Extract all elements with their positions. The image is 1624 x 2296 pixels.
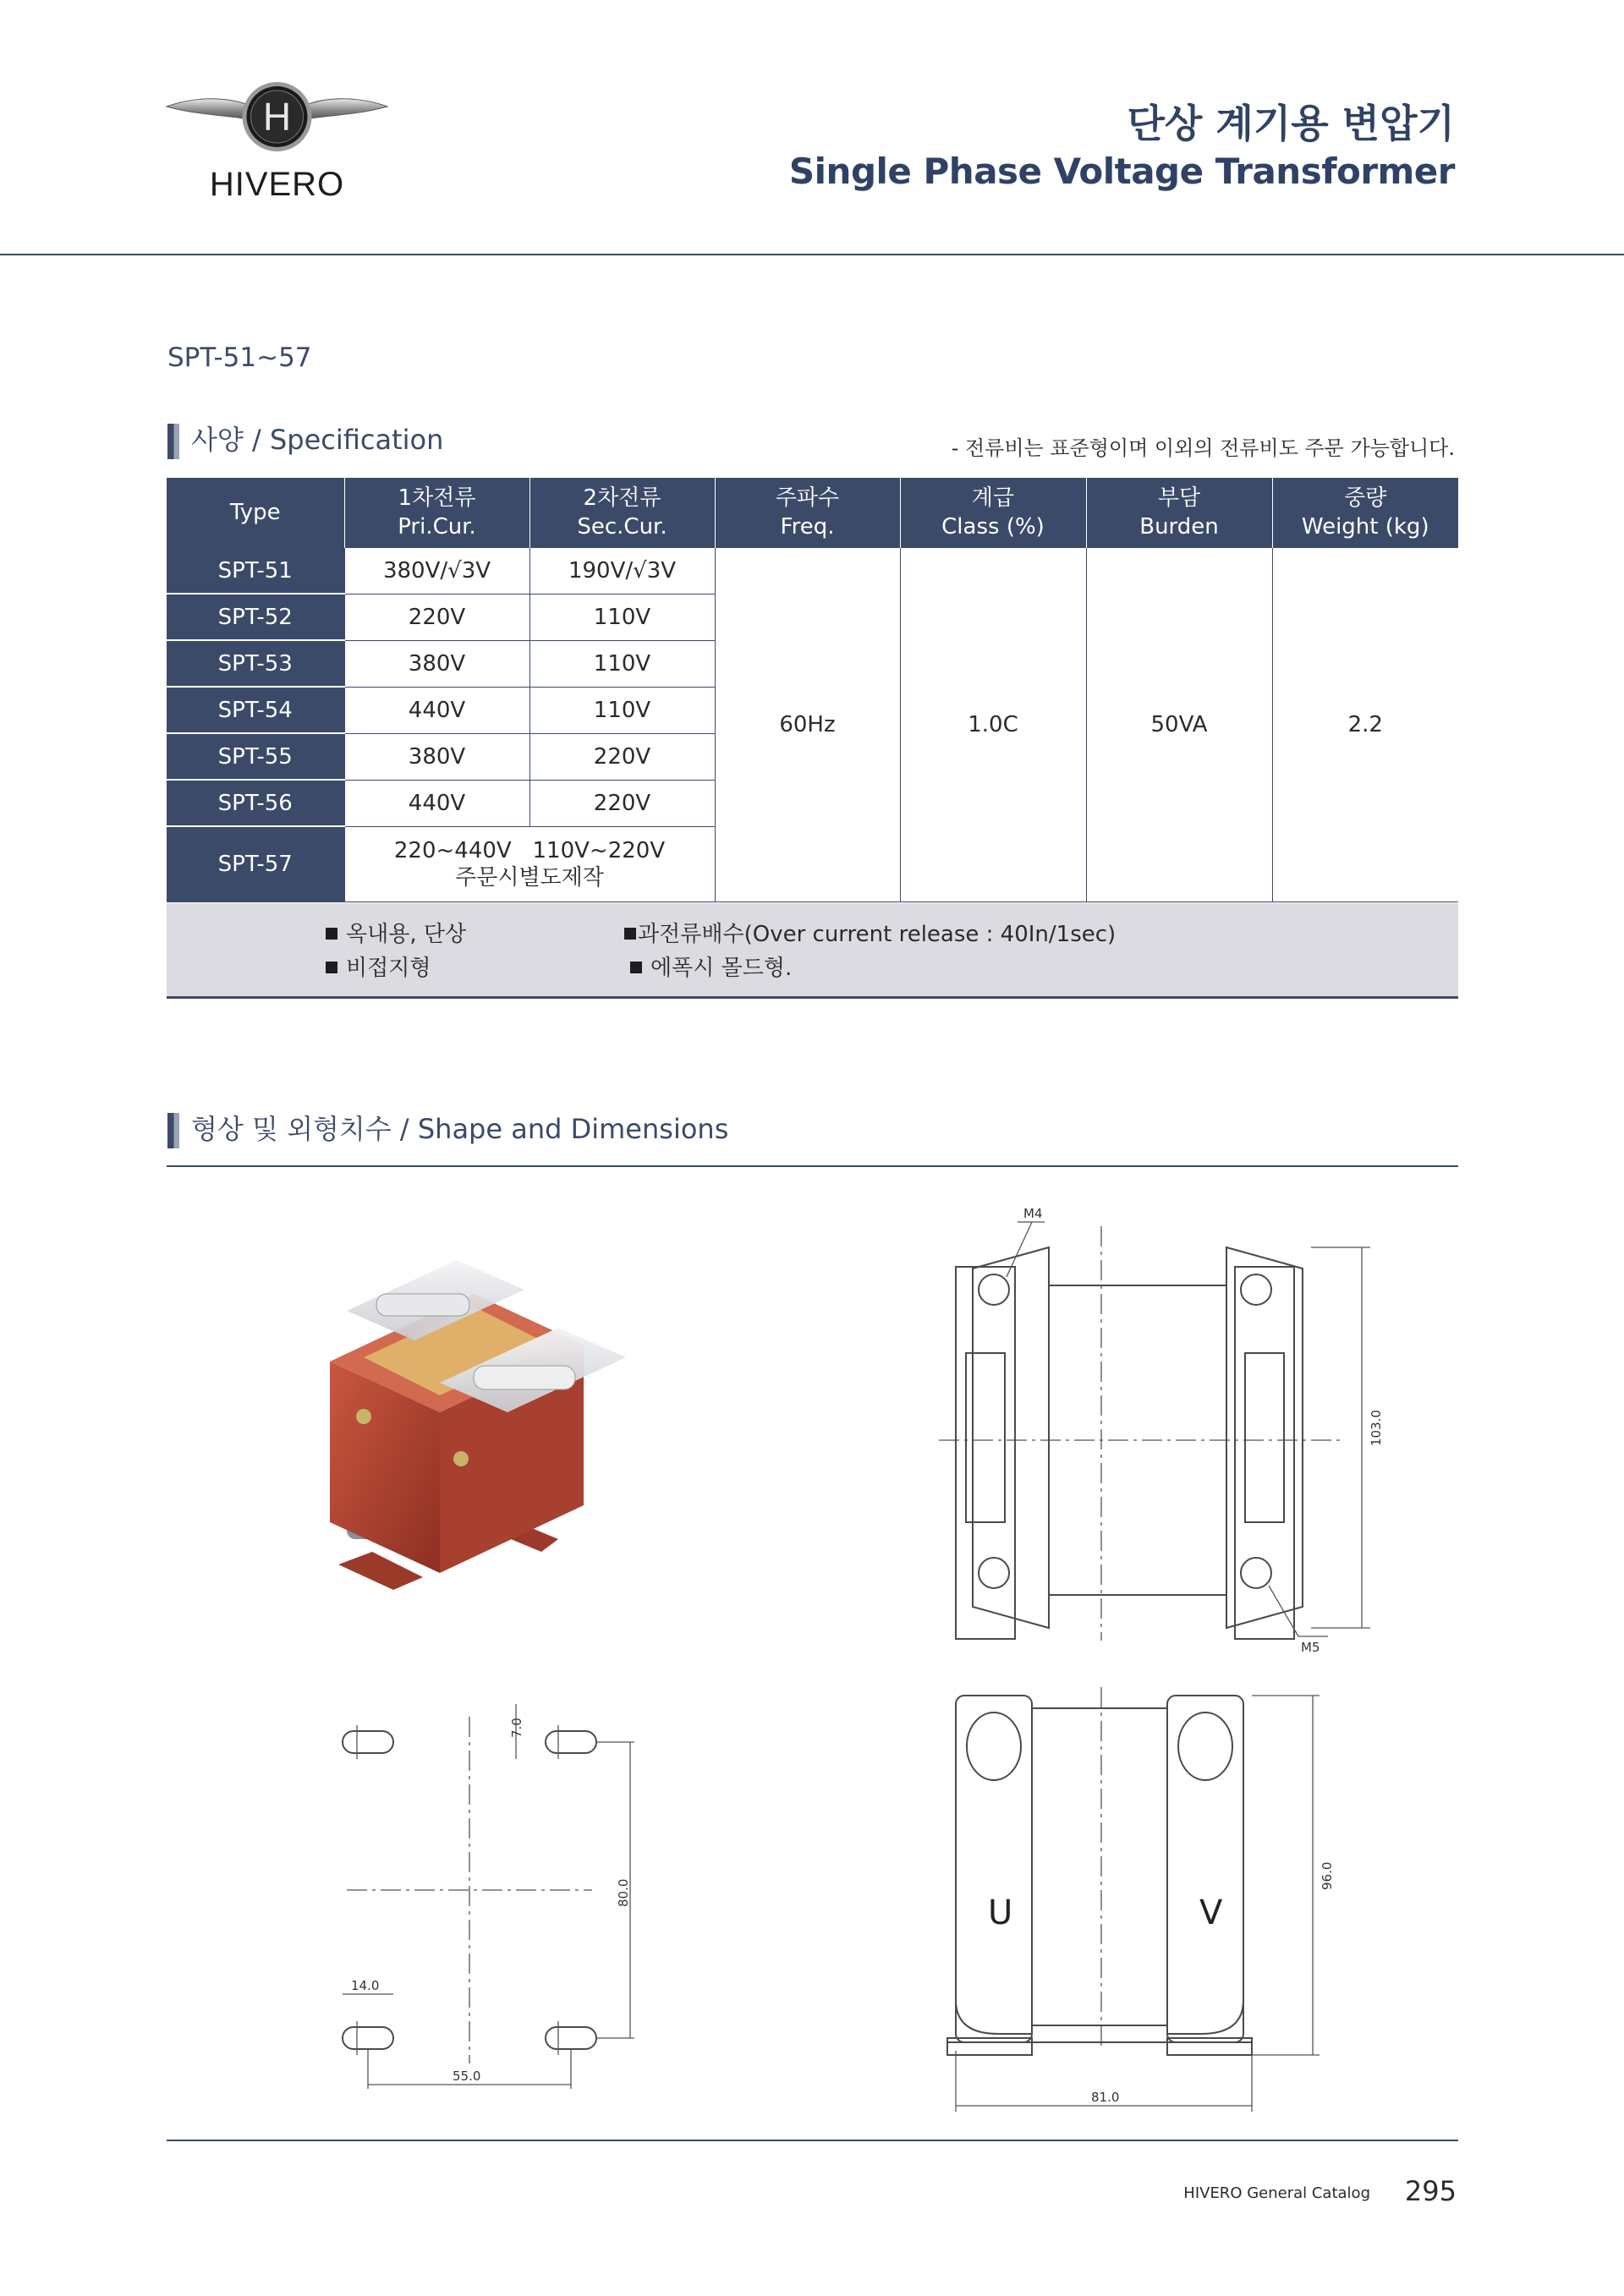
terminal-u-label: U (988, 1893, 1013, 1932)
table-header-row (167, 478, 1458, 548)
type-cell: SPT-53 (167, 640, 344, 687)
spec-section-heading (167, 419, 443, 459)
terminal-v-label: V (1199, 1893, 1223, 1932)
primary-cell: 440V (344, 780, 529, 826)
weight-cell: 2.2 (1272, 548, 1458, 902)
bullet-square-icon (326, 928, 337, 940)
type-cell: SPT-57 (167, 826, 344, 902)
primary-cell: 220V (344, 594, 529, 640)
frequency-cell: 60Hz (715, 548, 900, 902)
col-header-type: Type (167, 478, 344, 548)
dimensions-heading-text: 형상 및 외형치수 / Shape and Dimensions (191, 1113, 729, 1145)
product-photo (313, 1235, 668, 1607)
table-row (167, 548, 1458, 595)
primary-cell: 440V (344, 687, 529, 733)
dimensions-section-heading (167, 1108, 728, 1148)
custom-order-note: 주문시별도제작 (455, 864, 604, 890)
secondary-cell: 110V (529, 687, 715, 733)
col-header-primary: 1차전류 Pri.Cur. (344, 478, 529, 548)
catalog-label: HIVERO General Catalog (1183, 2184, 1370, 2202)
side-height-label: 96.0 (1320, 1861, 1335, 1890)
col-header-class: 계급 Class (%) (900, 478, 1086, 548)
page-title-korean: 단상 계기용 변압기 (1127, 101, 1455, 146)
section-marker-icon (167, 1113, 179, 1148)
vertical-spacing-label: 80.0 (616, 1878, 631, 1907)
logo-letter: H (262, 95, 292, 139)
secondary-cell: 110V (529, 594, 715, 640)
spec-table (167, 478, 1458, 902)
secondary-cell: 220V (529, 733, 715, 780)
col-header-weight: 중량 Weight (kg) (1272, 478, 1458, 548)
m4-label: M4 (1023, 1206, 1043, 1221)
bullet-square-icon (624, 928, 636, 940)
spec-note: - 전류비는 표준형이며 이외의 전류비도 주문 가능합니다. (951, 436, 1455, 460)
side-width-label: 81.0 (1091, 2090, 1120, 2105)
footer-divider (167, 2140, 1458, 2141)
type-cell: SPT-55 (167, 733, 344, 780)
front-view-drawing (914, 1201, 1421, 1658)
section-marker-icon (167, 424, 179, 459)
page-title-english: Single Phase Voltage Transformer (788, 151, 1455, 192)
secondary-cell: 190V/√3V (529, 548, 715, 595)
burden-cell: 50VA (1086, 548, 1272, 902)
col-header-burden: 부담 Burden (1086, 478, 1272, 548)
bullet-square-icon (630, 962, 642, 973)
custom-order-cell (344, 826, 715, 902)
section-divider (167, 1165, 1458, 1167)
primary-cell: 380V (344, 640, 529, 687)
custom-order-range: 220~440V 110V~220V (393, 837, 666, 863)
horizontal-spacing-label: 55.0 (453, 2069, 481, 2084)
note-item: 에폭시 몰드형. (630, 951, 792, 982)
type-cell: SPT-52 (167, 594, 344, 640)
hivero-logo-icon (165, 78, 389, 162)
note-item: 과전류배수(Over current release : 40In/1sec) (624, 917, 1116, 948)
slot-width-label: 14.0 (351, 1978, 380, 1993)
page-number: 295 (1404, 2175, 1457, 2207)
col-header-secondary: 2차전류 Sec.Cur. (529, 478, 715, 548)
note-item: 비접지형 (326, 951, 431, 982)
type-cell: SPT-56 (167, 780, 344, 826)
slot-offset-label: 7.0 (509, 1718, 524, 1738)
m5-label: M5 (1301, 1640, 1320, 1655)
primary-cell: 380V/√3V (344, 548, 529, 595)
spec-heading-text: 사양 / Specification (191, 424, 444, 456)
primary-cell: 380V (344, 733, 529, 780)
secondary-cell: 220V (529, 780, 715, 826)
class-cell: 1.0C (900, 548, 1086, 902)
col-header-frequency: 주파수 Freq. (715, 478, 900, 548)
type-cell: SPT-54 (167, 687, 344, 733)
type-cell: SPT-51 (167, 548, 344, 595)
side-view-drawing (914, 1679, 1421, 2118)
base-mounting-drawing (321, 1700, 660, 2106)
secondary-cell: 110V (529, 640, 715, 687)
bullet-square-icon (326, 962, 337, 973)
brand-name: HIVERO (209, 166, 345, 203)
note-item: 옥내용, 단상 (326, 917, 466, 948)
header-divider (0, 254, 1624, 255)
model-range: SPT-51~57 (167, 342, 312, 373)
front-height-label: 103.0 (1369, 1410, 1384, 1446)
